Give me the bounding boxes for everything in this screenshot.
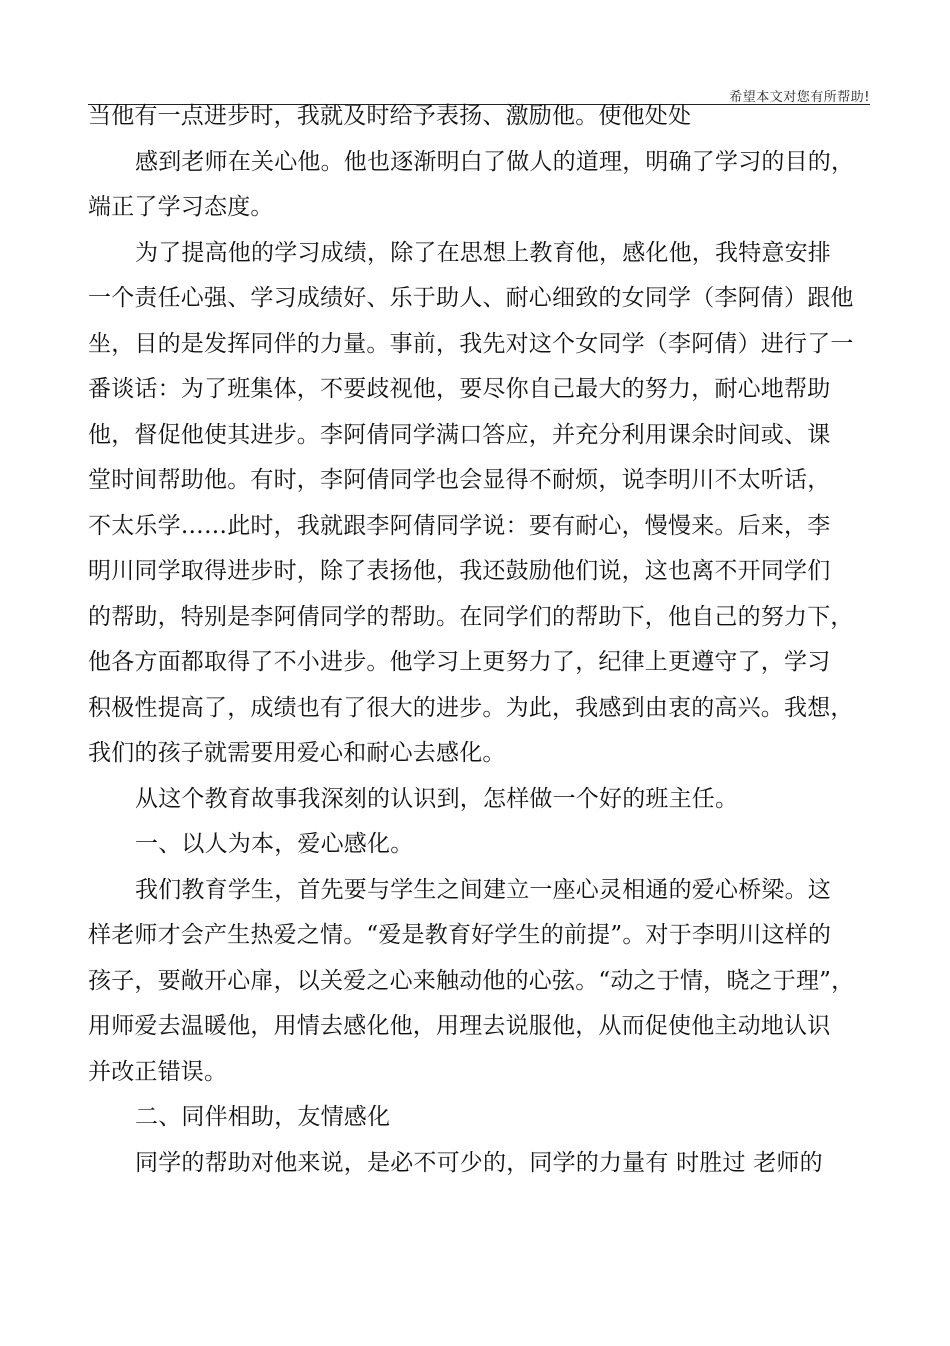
text-line: 二、同伴相助，友情感化 [135,1104,391,1130]
text-line: 我们的孩子就需要用爱心和耐心去感化。 [88,740,506,766]
text-line: 番谈话：为了班集体，不要歧视他，要尽你自己最大的努力，耐心地帮助 [88,376,831,402]
text-line: 坐，目的是发挥同伴的力量。事前，我先对这个女同学（李阿倩）进行了一 [88,330,854,357]
text-line: 当他有一点进步时，我就及时给予表扬、激励他。使他处处 [88,103,692,129]
header-note: 希望本文对您有所帮助! [729,90,870,105]
text-line: 我们教育学生，首先要与学生之间建立一座心灵相通的爱心桥梁。这 [135,876,831,903]
text-line: 他，督促他使其进步。李阿倩同学满口答应，并充分利用课余时间或、课 [88,421,831,448]
text-line: 为了提高他的学习成绩，除了在思想上教育他，感化他，我特意安排 [135,239,831,266]
document-body [88,94,868,1186]
text-line: 的帮助，特别是李阿倩同学的帮助。在同学们的帮助下，他自己的努力下， [88,603,854,630]
text-line: 他各方面都取得了不小进步。他学习上更努力了，纪律上更遵守了，学习 [88,649,831,675]
text-line: 一个责任心强、学习成绩好、乐于助人、耐心细致的女同学（李阿倩）跟他 [88,285,854,311]
text-line: 明川同学取得进步时，除了表扬他，我还鼓励他们说，这也离不开同学们 [88,558,831,584]
text-line: 堂时间帮助他。有时，李阿倩同学也会显得不耐烦，说李明川不太听话， [88,467,831,493]
text-line: 不太乐学……此时，我就跟李阿倩同学说：要有耐心，慢慢来。后来，李 [88,512,831,539]
text-line: 并改正错误。 [88,1058,228,1085]
text-line: 同学的帮助对他来说，是必不可少的，同学的力量有 时胜过 老师的 [135,1149,823,1176]
text-line: 感到老师在关心他。他也逐渐明白了做人的道理，明确了学习的目的， [135,148,855,175]
text-line: 孩子，要敞开心扉，以关爱之心来触动他的心弦。“动之于情，晓之于理”， [88,967,855,994]
text-line: 从这个教育故事我深刻的认识到，怎样做一个好的班主任。 [135,785,739,812]
text-line: 一、以人为本，爱心感化。 [135,831,414,857]
text-line: 积极性提高了，成绩也有了很大的进步。为此，我感到由衷的高兴。我想， [88,694,854,721]
text-line: 端正了学习态度。 [88,194,274,220]
text-line: 样老师才会产生热爱之情。“爱是教育好学生的前提”。对于李明川这样的 [88,922,832,948]
text-line: 用师爱去温暖他，用情去感化他，用理去说服他，从而促使他主动地认识 [88,1013,831,1039]
